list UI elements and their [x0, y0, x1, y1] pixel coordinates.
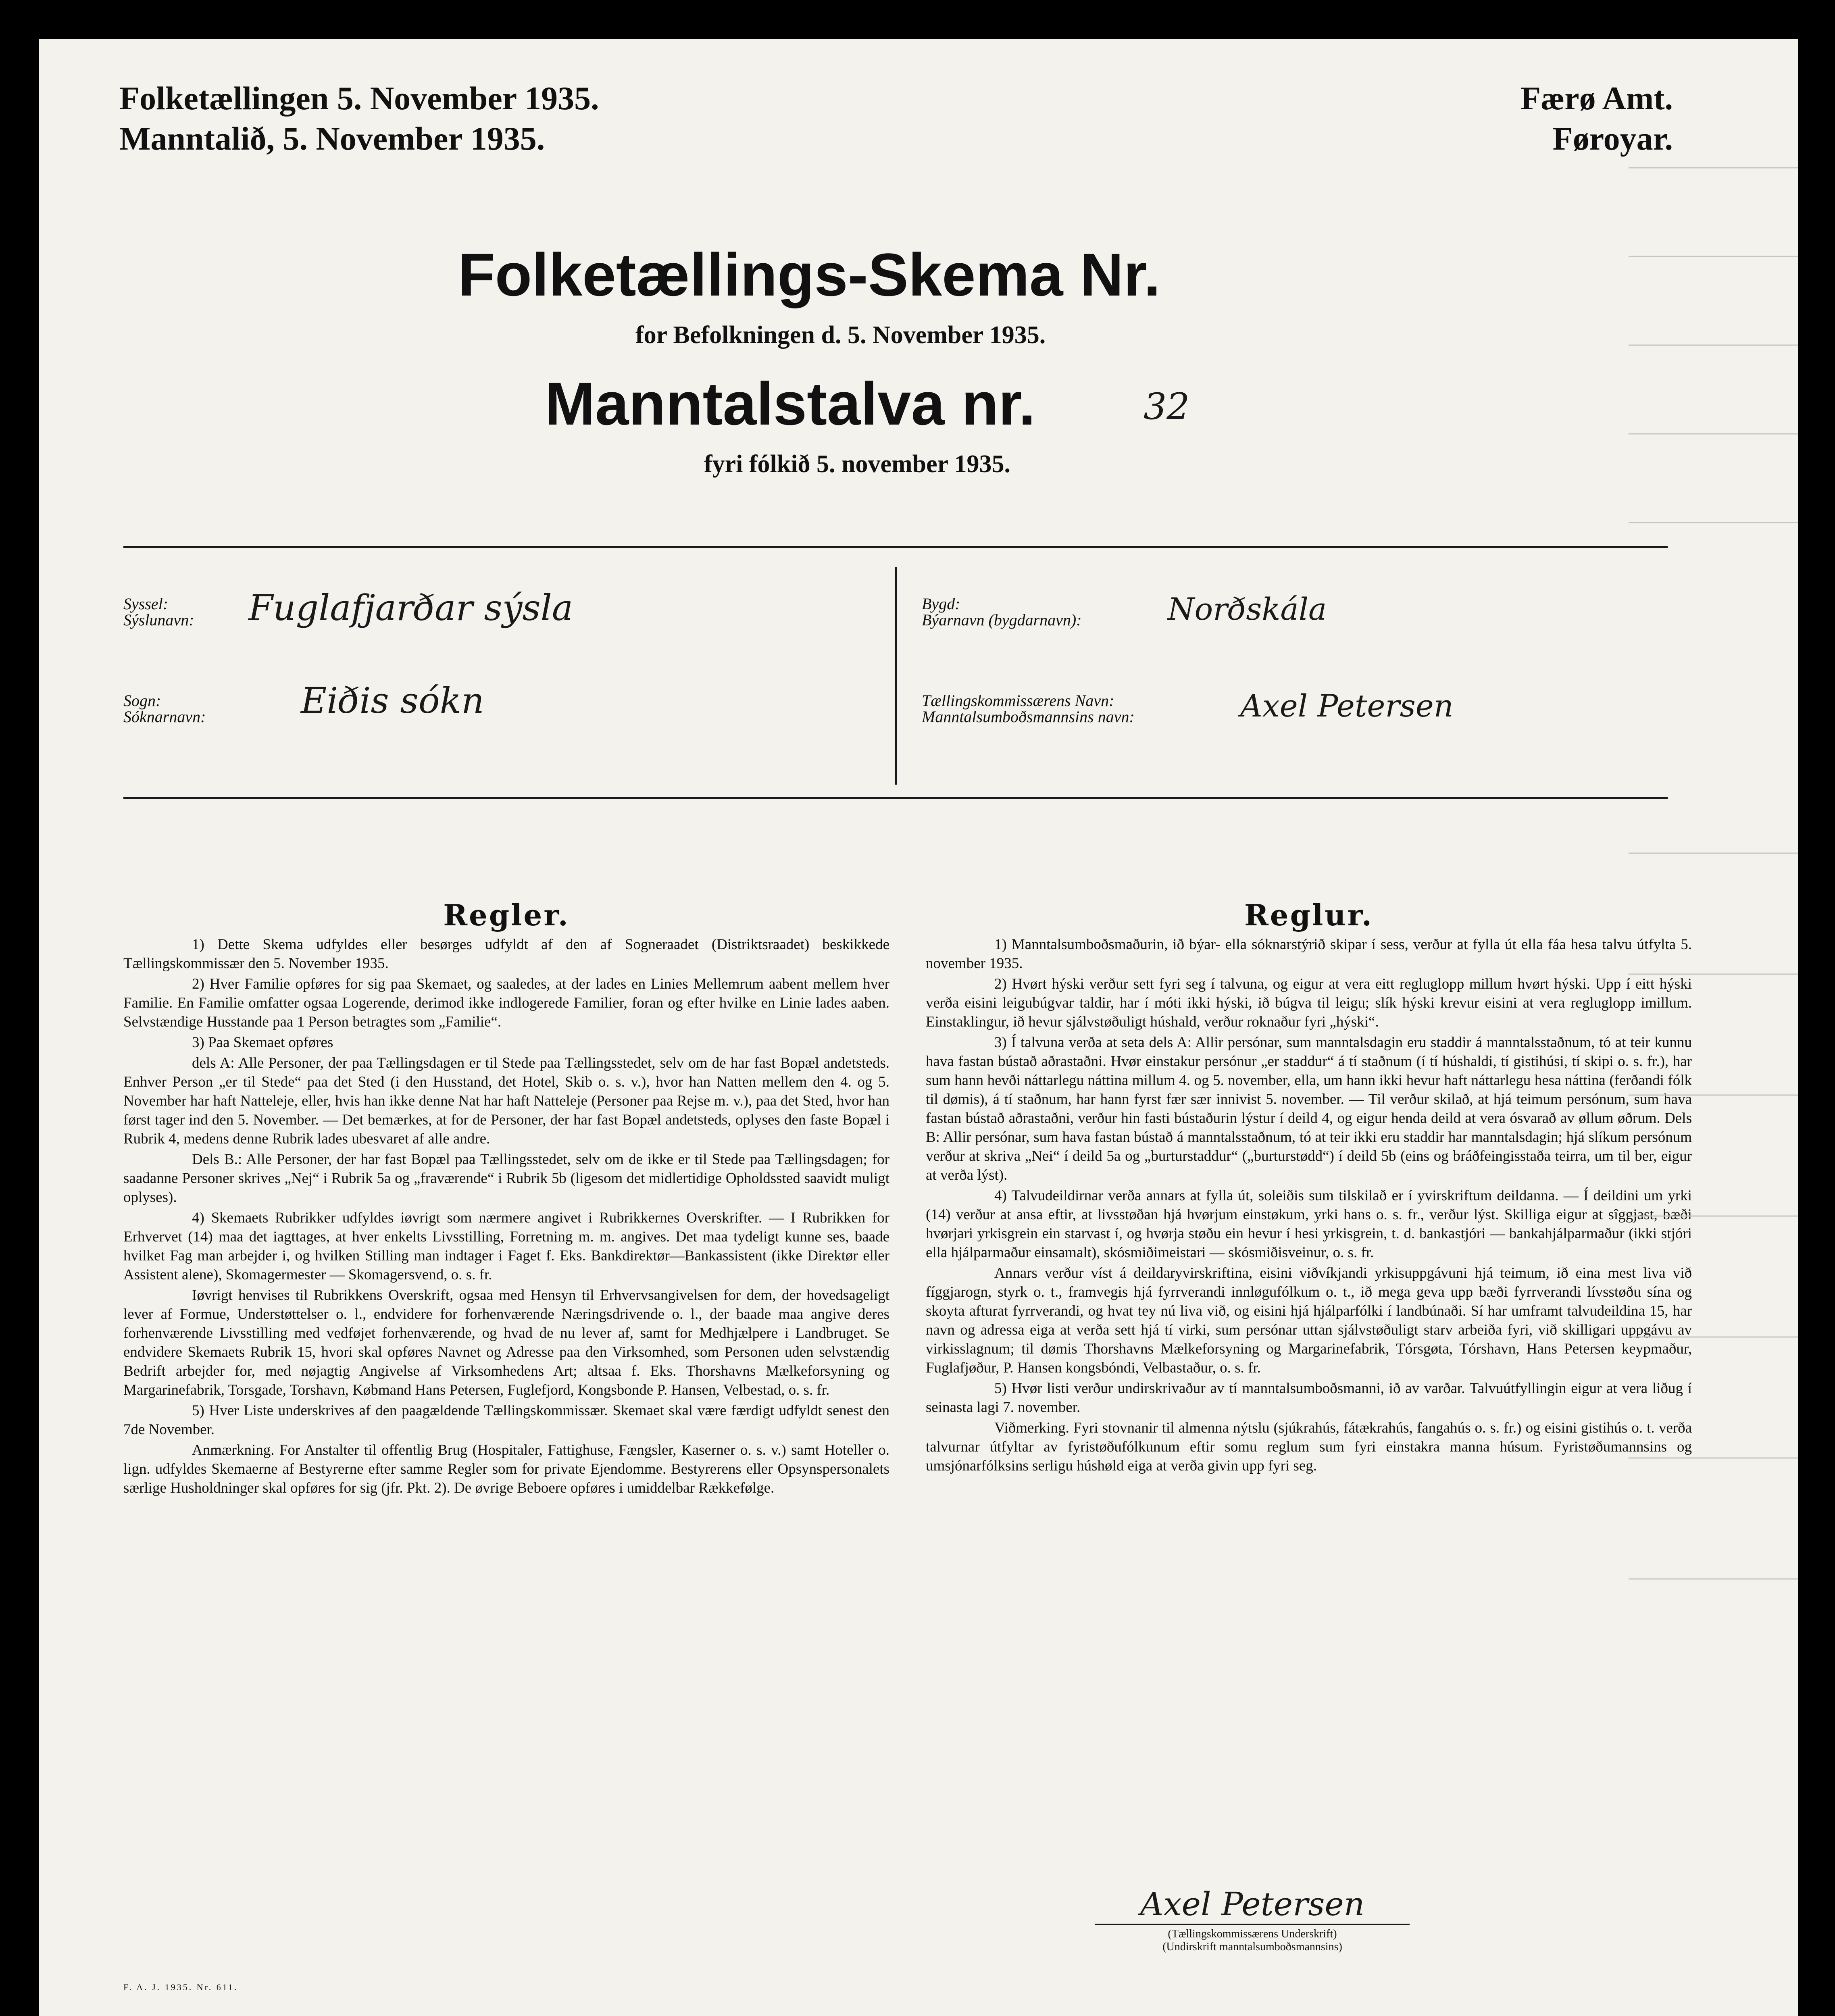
- rules-da-paragraph: dels A: Alle Personer, der paa Tællingsdagen er til Stede paa Tællingsstedet, selv om de har fast Bopæl andetsteds. Enhver Person „er til Stede“ paa det Sted (i den Husstand, det Hotel, Skib o. s. v.), hvor han Natten mellem den 4. og 5. November har haft Natteleje, eller, hvis han ikke denne Nat har haft Natteleje (Personer paa Rejse m. v.), paa det Sted, hvor han først tager ind den 5. November. — Det bemærkes, at for de Personer, der har fast Bopæl andetsteds, oplyses den faste Bopæl i Rubrik 4, medens denne Rubrik lades ubesvaret af alle andre.: [123, 1055, 889, 1147]
- value-sogn-handwritten: Eiðis sókn: [301, 680, 484, 721]
- label-syssel: Syssel:: [123, 595, 169, 613]
- value-syssel-handwritten: Fuglafjarðar sýsla: [248, 587, 573, 629]
- signature-line: [1095, 1924, 1410, 1925]
- form-number-handwritten: 32: [1143, 385, 1190, 428]
- label-soknarnavn: Sóknarnavn:: [123, 708, 206, 726]
- rules-fo-paragraph: 3) Í talvuna verða at seta dels A: Allir persónar, sum manntalsdagin eru staddir á manntalsstaðnum, tó at teir kunnu hava fastan bústað aðrastaðni. Hvør einstakur persónur „er staddur“ á tí staðnum (í tí húshaldi, tí gistihúsi, tí skipi o. s. fr.), har sum hann hevði náttarlegu náttina millum 4. og 5. november, ella, um hann ikki hevur haft náttarlegu hesa náttina (ferðandi fólk til dømis), á tí staðnum, har hann fyrst fær sær innivist 5. november. — Til verður skilað, at hjá teimum persónum, sum hava fastan bústað aðrastaðni, verður hin fasti bústaðurin lýstur í deild 4, og eigur henda deild at vera ósvarað av øllum øðrum. Dels B: Allir persónar, sum hava fastan bústað á manntalsstaðnum, tó at teir ikki eru staddir har manntalsdagin; hjá slíkum persónum verður at skriva „Nei“ í deild 5a og „burturstaddur“ („burturstødd“) í deild 5b (eins og bráðfeingisstaða teirra, um til ber, eigur at verða lýst).: [926, 1034, 1692, 1183]
- header-title-da: Folketællingen 5. November 1935.: [119, 80, 599, 117]
- divider-vertical: [895, 567, 897, 785]
- header-amt-da: Færø Amt.: [1520, 80, 1673, 117]
- value-kommissaer-handwritten: Axel Petersen: [1240, 688, 1454, 724]
- label-byarnavn: Býarnavn (bygdarnavn):: [922, 611, 1082, 629]
- signature-caption-fo: (Undirskrift manntalsumboðsmannsins): [1162, 1941, 1342, 1953]
- rules-fo-paragraph: 5) Hvør listi verður undirskrivaður av tí manntalsumboðsmanni, ið av varðar. Talvuútfyllingin eigur at vera liðug í seinasta lagi 7. november.: [926, 1380, 1692, 1416]
- rules-da-paragraph: Iøvrigt henvises til Rubrikkens Overskrift, ogsaa med Hensyn til Erhvervsangivelsen for dem, der hovedsageligt lever af Formue, Understøttelser o. l., endvidere for forhenværende Næringsdrivende o. l., der baade maa angive deres forhenværende Livsstilling med vedføjet forhenværende, og hvad de nu lever af, samt for Medhjælpere i Landbruget. Se endvidere Skemaets Rubrik 15, hvori skal opføres Navnet og Adresse paa den Virksomhed, som Personen uden selvstændig Bedrift arbejder for, med nøjagtig Angivelse af Virksomhedens Art; altsaa f. Eks. Thorshavns Mælkeforsyning og Margarinefabrik, Torsgade, Torshavn, Købmand Hans Petersen, Fuglefjord, Kongsbonde P. Hansen, Velbestad, o. s. fr.: [123, 1287, 889, 1398]
- rules-heading-da: Regler.: [443, 898, 570, 932]
- label-syslunavn: Sýslunavn:: [123, 611, 194, 629]
- header-amt-fo: Føroyar.: [1552, 120, 1673, 157]
- subtitle-fo: fyri fólkið 5. november 1935.: [704, 450, 1011, 478]
- rules-fo-paragraph: Annars verður víst á deildaryvirskriftina, eisini viðvíkjandi yrkisuppgávuni hjá teimum, ið eina mest liva við fíggjarogn, styrk o. t., framvegis hjá fyrrverandi innløgufólkum o. t., ið mega geva upp bæði fyrrverandi lívsstøðu sína og skoyta afturat fyrrverandi, og hvat tey nú liva við, og eisini hjá hjálparfólki í landbúnaði. Sí har umframt talvudeildina 15, har navn og adressa eiga at verða sett hjá tí virki, sum persónar uttan sjálvstøðuligt starv arbeiða fyri, við skilligari uppgávu av virkisslagnum; til dømis Thorshavns Mælkeforsyning og Margarinefabrik, Tórsgøta, Tórshavn, Hans Petersen keypmaður, Fuglafjøður, P. Hansen kongsbóndi, Velbastaður, o. s. fr.: [926, 1265, 1692, 1376]
- rules-fo-paragraph: Viðmerking. Fyri stovnanir til almenna nýtslu (sjúkrahús, fátækrahús, fangahús o. s. fr.) og eisini gistihús o. t. verða talvurnar útfyltar av fyristøðufólkunum eftir somu reglum sum fyri einstakra manna húsum. Fyristøðumannsins og umsjónarfólksins serligu húshøld eiga at verða givin upp fyri seg.: [926, 1420, 1692, 1474]
- rules-da-paragraph: 4) Skemaets Rubrikker udfyldes iøvrigt som nærmere angivet i Rubrikkernes Overskrifter. — I Rubrikken for Erhvervet (14) maa det iagttages, at hver enkelts Livsstilling, Forretning m. m. angives. Det maa tydeligt kunne ses, baade hvilket Fag man arbejder i, og hvilken Stilling man indtager i Faget f. Eks. Bankdirektør—Bankassistent (ikke Direktør eller Assistent alene), Skomagermester — Skomagersvend, o. s. fr.: [123, 1210, 889, 1283]
- label-bygd: Bygd:: [922, 595, 960, 613]
- rules-column-da: [123, 898, 889, 1499]
- divider-top: [123, 546, 1668, 548]
- rules-da-paragraph: 2) Hver Familie opføres for sig paa Skemaet, og saaledes, at der lades en Linies Mellemrum aabent mellem hver Familie. En Familie omfatter ogsaa Logerende, derimod ikke indlogerede Familier, foran og efter hvilke en Linie lades aaben. Selvstændige Husstande paa 1 Person betragtes som „Familie“.: [123, 976, 889, 1030]
- rules-heading-fo: Reglur.: [1244, 898, 1374, 932]
- rules-da-paragraph: 3) Paa Skemaet opføres: [192, 1034, 333, 1051]
- signature-handwritten: Axel Petersen: [1140, 1885, 1365, 1923]
- divider-middle: [123, 797, 1668, 799]
- census-form-page: [39, 39, 1798, 2016]
- rules-fo-paragraph: 2) Hvørt hýski verður sett fyri seg í talvuna, og eigur at vera eitt regluglopp millum hvørt hýski. Upp í eitt hýski verða eisini leigubúgvar taldir, har í móti ikki hýski, ið búgva til leigu; slík hýski krevur eisini at vera regluglopp imillum. Einstaklingur, ið hevur sjálvstøðuligt húshald, verður roknaður fyri „hýski“.: [926, 976, 1692, 1030]
- signature-block: [1071, 1885, 1434, 1954]
- label-sogn: Sogn:: [123, 691, 161, 710]
- value-bygd-handwritten: Norðskála: [1168, 591, 1327, 627]
- label-kommissaer: Tællingskommissærens Navn:: [922, 691, 1114, 710]
- subtitle-da: for Befolkningen d. 5. November 1935.: [635, 321, 1046, 349]
- rules-da-paragraph: Anmærkning. For Anstalter til offentlig Brug (Hospitaler, Fattighuse, Fængsler, Kaserner o. s. v.) samt Hoteller o. lign. udfyldes Skemaerne af Bestyrerne efter samme Regler som for private Ejendomme. Bestyrerens eller Opsynspersonalets særlige Husholdninger skal opføres for sig (jfr. Pkt. 2). De øvrige Beboere opføres i umiddelbar Rækkefølge.: [123, 1442, 889, 1496]
- rules-column-fo: [926, 898, 1692, 1477]
- rules-fo-paragraph: 4) Talvudeildirnar verða annars at fylla út, soleiðis sum tilskilað er í yvirskriftum deildanna. — Í deildini um yrki (14) verður at ansa eftir, at livsstøðan hjá hvørjum einstøkum, yrki hans o. s. fr., verður lýst. Skilliga eigur at sîggjast, bæði hvørjari yrkisgrein ein starvast í, og hvørja støðu ein hevur í hesi yrkisgrein, t. d. bankastjóri — bankahjálparmaður (ikki stjóri ella hjálparmaður einsamalt), skósmiðimeistari — skósmiðisveinur, o. s. fr.: [926, 1187, 1692, 1261]
- label-umbodsmadur: Manntalsumboðsmannsins navn:: [922, 708, 1135, 726]
- printer-mark: F. A. J. 1935. Nr. 611.: [123, 1982, 238, 1992]
- signature-caption-da: (Tællingskommissærens Underskrift): [1168, 1928, 1337, 1940]
- rules-da-paragraph: 5) Hver Liste underskrives af den paagældende Tællingskommissær. Skemaet skal være færdigt udfyldt senest den 7de November.: [123, 1402, 889, 1438]
- main-title-fo: Manntalstalva nr.: [545, 370, 1036, 437]
- main-title-da: Folketællings-Skema Nr.: [458, 241, 1161, 308]
- rules-da-paragraph: 1) Dette Skema udfyldes eller besørges udfyldt af den af Sogneraadet (Distriktsraadet) beskikkede Tællingskommissær den 5. November 1935.: [123, 936, 889, 972]
- bleed-through-lines: [1629, 87, 1798, 1700]
- rules-da-paragraph: Dels B.: Alle Personer, der har fast Bopæl paa Tællingsstedet, selv om de ikke er til Stede paa Tællingsdagen; for saadanne Personer skrives „Nej“ i Rubrik 5a og „fraværende“ i Rubrik 5b (ligesom det midlertidige Opholdssted saavidt muligt oplyses).: [123, 1151, 889, 1206]
- header-title-fo: Manntalið, 5. November 1935.: [119, 120, 545, 157]
- rules-fo-paragraph: 1) Manntalsumboðsmaðurin, ið býar- ella sóknarstýrið skipar í sess, verður at fylla út ella fáa hesa talvu útfylta 5. november 1935.: [926, 936, 1692, 972]
